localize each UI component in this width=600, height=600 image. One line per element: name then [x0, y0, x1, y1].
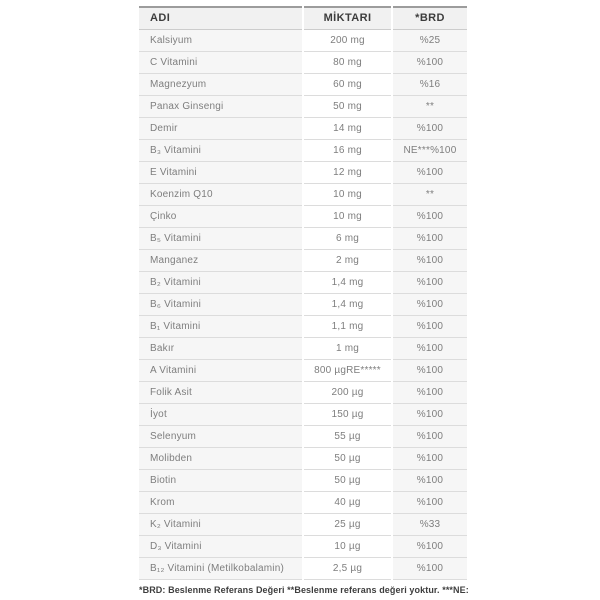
- amount-cell: 1,4 mg: [303, 271, 392, 293]
- table-row: [139, 227, 467, 249]
- table-row: [139, 161, 467, 183]
- table-row: [139, 29, 467, 51]
- table-row: [139, 293, 467, 315]
- table-row: [139, 513, 467, 535]
- table-footnote: *BRD: Beslenme Referans Değeri **Beslenme referans değeri yoktur. ***NE:: [139, 584, 469, 595]
- ingredient-name-cell: Magnezyum: [139, 73, 303, 95]
- amount-cell: 800 µgRE*****: [303, 359, 392, 381]
- table-row: [139, 183, 467, 205]
- amount-cell: 10 mg: [303, 205, 392, 227]
- amount-cell: 1,4 mg: [303, 293, 392, 315]
- brd-cell: %33: [392, 513, 467, 535]
- brd-cell: %100: [392, 403, 467, 425]
- amount-cell: 10 µg: [303, 535, 392, 557]
- amount-cell: 200 mg: [303, 29, 392, 51]
- amount-cell: 1,1 mg: [303, 315, 392, 337]
- amount-cell: 2 mg: [303, 249, 392, 271]
- ingredient-name-cell: Kalsiyum: [139, 29, 303, 51]
- column-header-name: ADI: [139, 7, 303, 29]
- amount-cell: 10 mg: [303, 183, 392, 205]
- amount-cell: 16 mg: [303, 139, 392, 161]
- table-header-row: [139, 7, 467, 29]
- ingredient-name-cell: A Vitamini: [139, 359, 303, 381]
- ingredient-name-cell: B₁₂ Vitamini (Metilkobalamin): [139, 557, 303, 579]
- table-body: [139, 29, 467, 579]
- ingredient-name-cell: B₆ Vitamini: [139, 293, 303, 315]
- table-row: [139, 315, 467, 337]
- brd-cell: %100: [392, 425, 467, 447]
- ingredient-name-cell: D₃ Vitamini: [139, 535, 303, 557]
- ingredient-name-cell: Bakır: [139, 337, 303, 359]
- table-row: [139, 95, 467, 117]
- table-row: [139, 117, 467, 139]
- brd-cell: **: [392, 183, 467, 205]
- table-row: [139, 403, 467, 425]
- brd-cell: %100: [392, 249, 467, 271]
- table-header: [139, 7, 467, 29]
- ingredient-name-cell: Çinko: [139, 205, 303, 227]
- table-row: [139, 491, 467, 513]
- table-row: [139, 73, 467, 95]
- amount-cell: 50 µg: [303, 447, 392, 469]
- amount-cell: 150 µg: [303, 403, 392, 425]
- table-row: [139, 271, 467, 293]
- amount-cell: 1 mg: [303, 337, 392, 359]
- table-row: [139, 51, 467, 73]
- table-row: [139, 139, 467, 161]
- ingredient-name-cell: Manganez: [139, 249, 303, 271]
- table-row: [139, 205, 467, 227]
- ingredient-name-cell: Panax Ginsengi: [139, 95, 303, 117]
- ingredient-name-cell: B₁ Vitamini: [139, 315, 303, 337]
- amount-cell: 80 mg: [303, 51, 392, 73]
- brd-cell: %100: [392, 557, 467, 579]
- ingredient-name-cell: Koenzim Q10: [139, 183, 303, 205]
- amount-cell: 40 µg: [303, 491, 392, 513]
- brd-cell: %100: [392, 535, 467, 557]
- table-row: [139, 425, 467, 447]
- ingredient-name-cell: K₂ Vitamini: [139, 513, 303, 535]
- brd-cell: %16: [392, 73, 467, 95]
- ingredient-name-cell: Biotin: [139, 469, 303, 491]
- brd-cell: %100: [392, 293, 467, 315]
- supplement-facts-table: [139, 6, 467, 580]
- amount-cell: 50 µg: [303, 469, 392, 491]
- table-row: [139, 535, 467, 557]
- ingredient-name-cell: Demir: [139, 117, 303, 139]
- brd-cell: %100: [392, 381, 467, 403]
- brd-cell: %100: [392, 161, 467, 183]
- amount-cell: 25 µg: [303, 513, 392, 535]
- table-row: [139, 337, 467, 359]
- ingredient-name-cell: Molibden: [139, 447, 303, 469]
- brd-cell: %100: [392, 469, 467, 491]
- ingredient-name-cell: Folik Asit: [139, 381, 303, 403]
- brd-cell: %100: [392, 491, 467, 513]
- brd-cell: %100: [392, 315, 467, 337]
- table-row: [139, 359, 467, 381]
- brd-cell: **: [392, 95, 467, 117]
- amount-cell: 200 µg: [303, 381, 392, 403]
- amount-cell: 60 mg: [303, 73, 392, 95]
- ingredient-name-cell: İyot: [139, 403, 303, 425]
- ingredient-name-cell: C Vitamini: [139, 51, 303, 73]
- ingredient-name-cell: E Vitamini: [139, 161, 303, 183]
- amount-cell: 6 mg: [303, 227, 392, 249]
- brd-cell: %100: [392, 205, 467, 227]
- amount-cell: 50 mg: [303, 95, 392, 117]
- brd-cell: %100: [392, 227, 467, 249]
- table-row: [139, 469, 467, 491]
- table-row: [139, 447, 467, 469]
- table-row: [139, 249, 467, 271]
- brd-cell: %100: [392, 447, 467, 469]
- ingredient-name-cell: B₂ Vitamini: [139, 271, 303, 293]
- table-row: [139, 381, 467, 403]
- ingredient-name-cell: B₃ Vitamini: [139, 139, 303, 161]
- ingredient-name-cell: Krom: [139, 491, 303, 513]
- amount-cell: 12 mg: [303, 161, 392, 183]
- table-row: [139, 557, 467, 579]
- supplement-facts-panel: [139, 6, 467, 595]
- amount-cell: 55 µg: [303, 425, 392, 447]
- amount-cell: 2,5 µg: [303, 557, 392, 579]
- amount-cell: 14 mg: [303, 117, 392, 139]
- brd-cell: %100: [392, 117, 467, 139]
- ingredient-name-cell: B₅ Vitamini: [139, 227, 303, 249]
- ingredient-name-cell: Selenyum: [139, 425, 303, 447]
- column-header-brd: *BRD: [392, 7, 467, 29]
- brd-cell: NE***%100: [392, 139, 467, 161]
- column-header-amount: MİKTARI: [303, 7, 392, 29]
- brd-cell: %100: [392, 359, 467, 381]
- brd-cell: %100: [392, 51, 467, 73]
- brd-cell: %100: [392, 337, 467, 359]
- brd-cell: %25: [392, 29, 467, 51]
- brd-cell: %100: [392, 271, 467, 293]
